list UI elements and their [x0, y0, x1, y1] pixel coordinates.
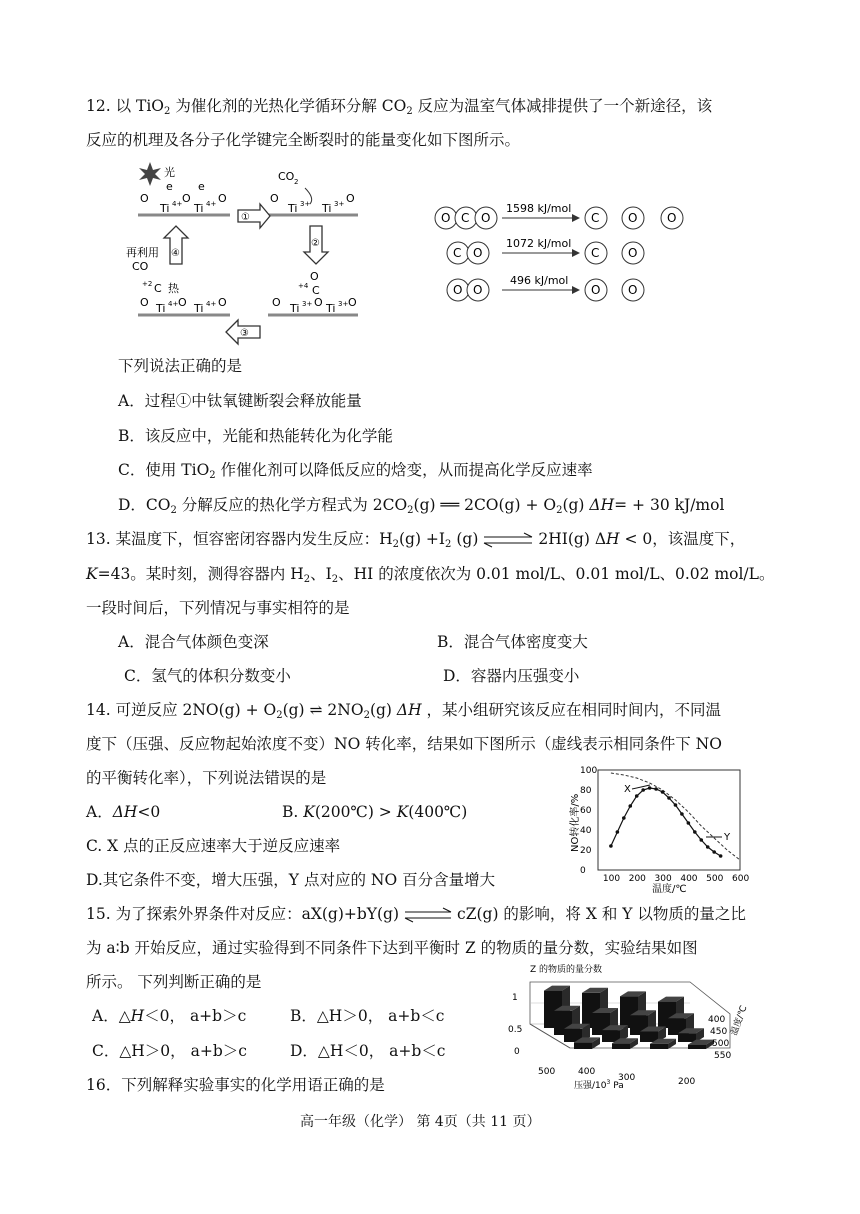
svg-text:O: O [473, 283, 483, 297]
svg-text:O: O [591, 283, 601, 297]
svg-text:e: e [198, 180, 205, 193]
svg-text:Ti: Ti [322, 202, 332, 215]
data-point [648, 786, 652, 790]
y-tick-label: 20 [580, 846, 592, 856]
q12-option-c: C．使用 TiO$_2$ 作催化剂可以降低反应的焓变，从而提高化学反应速率 [118, 461, 593, 481]
data-point [635, 794, 639, 798]
q15-option-c: C．△H＞0， a+b＞c [92, 1042, 247, 1060]
svg-text:O: O [453, 283, 463, 297]
svg-text:③: ③ [240, 328, 249, 339]
svg-text:C: C [154, 282, 162, 295]
svg-text:CO: CO [132, 260, 149, 273]
data-point [719, 854, 723, 858]
svg-text:4+: 4+ [206, 300, 217, 308]
x-tick-label: 400 [680, 874, 698, 884]
svg-text:300: 300 [618, 1073, 636, 1083]
svg-text:Ti: Ti [290, 302, 300, 315]
svg-text:496 kJ/mol: 496 kJ/mol [510, 274, 569, 287]
svg-text:500: 500 [712, 1039, 730, 1049]
y-tick-label: 40 [580, 826, 592, 836]
data-point [706, 845, 710, 849]
q12-line2: 反应的机理及各分子化学键完全断裂时的能量变化如下图所示。 [86, 131, 521, 149]
no-conversion-chart [560, 760, 760, 900]
svg-text:Ti: Ti [288, 202, 298, 215]
svg-text:4+: 4+ [168, 300, 179, 308]
svg-text:O: O [140, 296, 149, 309]
svg-text:O: O [310, 270, 319, 283]
y-tick-label: 100 [580, 766, 598, 776]
svg-text:O: O [272, 296, 281, 309]
q13-line2: K=43。某时刻，测得容器内 $H_2$、$I_2$、HI 的浓度依次为 0.01 mol/L、0.01 mol/L、0.02 mol/L。 [86, 565, 775, 585]
q12-line1: 12. 以 TiO$_2$ 为催化剂的光热化学循环分解 $CO_2$ 反应为温室气体减排提供了一个新途径，该 [86, 97, 713, 117]
svg-text:C: C [591, 211, 600, 225]
svg-text:+4: +4 [298, 282, 309, 290]
q12-option-a: A．过程①中钛氧键断裂会释放能量 [118, 392, 362, 410]
svg-text:3+: 3+ [338, 300, 349, 308]
q15-line3: 所示。 下列判断正确的是 [86, 973, 262, 991]
q16-line: 16．下列解释实验事实的化学用语正确的是 [86, 1076, 385, 1094]
svg-text:O: O [182, 192, 191, 205]
x-tick-label: 300 [654, 874, 672, 884]
data-point [693, 830, 697, 834]
svg-text:②: ② [311, 238, 320, 249]
q13-line3: 一段时间后，下列情况与事实相符的是 [86, 599, 350, 617]
svg-text:550: 550 [714, 1051, 732, 1061]
annotation-y: Y [724, 832, 731, 843]
svg-text:C: C [453, 246, 462, 260]
svg-text:+2: +2 [142, 280, 153, 288]
svg-text:Ti: Ti [194, 302, 204, 315]
q13-option-b: B．混合气体密度变大 [437, 633, 588, 651]
data-point [667, 796, 671, 800]
data-point [628, 804, 632, 808]
data-point [699, 838, 703, 842]
data-point [622, 816, 626, 820]
svg-text:O: O [270, 192, 279, 205]
svg-text:O: O [628, 211, 638, 225]
svg-text:Ti: Ti [194, 202, 204, 215]
q12-prompt: 下列说法正确的是 [118, 357, 243, 375]
light-star-icon [139, 162, 161, 186]
svg-text:4+: 4+ [172, 200, 183, 208]
y-tick-label: 60 [580, 806, 592, 816]
bond-row-co2 [435, 202, 683, 229]
svg-text:热: 热 [168, 282, 179, 295]
y-tick-label: 0 [580, 866, 586, 876]
svg-text:200: 200 [678, 1077, 696, 1087]
z-fraction-3d-bar-chart [500, 962, 750, 1092]
mechanism-cycle-diagram [110, 160, 400, 345]
svg-text:①: ① [241, 212, 250, 223]
svg-text:O: O [314, 296, 323, 309]
x-tick-label: 500 [706, 874, 724, 884]
q15-option-b: B．△H＞0， a+b＜c [290, 1007, 445, 1025]
z-chart-ylabel: 温度/℃ [729, 1004, 750, 1038]
bond-row-co [447, 237, 644, 264]
svg-text:O: O [628, 246, 638, 260]
q14-option-d: D.其它条件不变，增大压强，Y 点对应的 NO 百分含量增大 [86, 871, 496, 889]
svg-text:Ti: Ti [160, 202, 170, 215]
svg-text:2: 2 [294, 178, 299, 186]
x-tick-label: 200 [628, 874, 646, 884]
svg-text:O: O [441, 211, 451, 225]
svg-text:C: C [461, 211, 470, 225]
svg-text:O: O [481, 211, 491, 225]
svg-text:400: 400 [578, 1067, 596, 1077]
svg-text:450: 450 [710, 1027, 728, 1037]
svg-text:O: O [473, 246, 483, 260]
equilibrium-arrows-icon [478, 533, 538, 547]
svg-text:O: O [140, 192, 149, 205]
svg-text:400: 400 [708, 1015, 726, 1025]
z-chart-title: Z 的物质的量分数 [530, 965, 603, 975]
svg-text:O: O [218, 192, 227, 205]
q14-line3: 的平衡转化率），下列说法错误的是 [86, 769, 327, 787]
svg-text:光: 光 [164, 166, 175, 179]
svg-text:CO: CO [278, 170, 295, 183]
q13-line1: 13. 某温度下，恒容密闭容器内发生反应：$H_2(g) +I_2$ (g) 2HI(g) ΔH < 0，该温度下， [86, 530, 746, 550]
x-tick-label: 600 [732, 874, 750, 884]
data-point [674, 803, 678, 807]
svg-text:C: C [312, 284, 320, 297]
data-point [616, 830, 620, 834]
svg-text:C: C [591, 246, 600, 260]
z-chart-xlabel: 压强$/10^3$ Pa [574, 1079, 624, 1091]
svg-text:0.5: 0.5 [508, 1025, 523, 1035]
data-point [661, 790, 665, 794]
q12-option-d: D．$CO_2$ 分解反应的热化学方程式为 $2CO_2(g)$ ══ $2CO(g) + O_2(g) \Delta H= + 30$ kJ/mol [118, 496, 725, 516]
svg-text:0: 0 [514, 1047, 520, 1057]
svg-text:3+: 3+ [302, 300, 313, 308]
svg-text:1072 kJ/mol: 1072 kJ/mol [506, 237, 572, 250]
no-chart-xlabel: 温度/℃ [652, 884, 687, 895]
data-point [687, 821, 691, 825]
data-point [609, 844, 613, 848]
svg-text:O: O [348, 296, 357, 309]
q15-line1: 15. 为了探索外界条件对反应：aX(g)+bY(g) cZ(g) 的影响，将 X 和 Y 以物质的量之比 [86, 905, 746, 923]
q14-option-a: A．ΔH<0 [86, 803, 161, 821]
data-point [654, 787, 658, 791]
svg-text:O: O [628, 283, 638, 297]
svg-text:④: ④ [171, 248, 180, 259]
svg-text:O: O [218, 296, 227, 309]
q15-line2: 为 a∶b 开始反应，通过实验得到不同条件下达到平衡时 Z 的物质的量分数，实验结果如图 [86, 939, 698, 957]
svg-text:Ti: Ti [156, 302, 166, 315]
bond-row-o2 [447, 274, 644, 301]
svg-text:e: e [166, 180, 173, 193]
equilibrium-arrows-icon [399, 908, 457, 922]
q13-option-c: C．氢气的体积分数变小 [124, 667, 291, 685]
annotation-x: X [624, 784, 631, 795]
x-tick-label: 100 [602, 874, 621, 884]
svg-text:3+: 3+ [334, 200, 345, 208]
q14-line2: 度下（压强、反应物起始浓度不变）NO 转化率，结果如下图所示（虚线表示相同条件下 NO [86, 735, 722, 753]
data-point [712, 850, 716, 854]
bond-energy-diagram [430, 198, 700, 308]
svg-text:3+: 3+ [300, 200, 311, 208]
page-footer: 高一年级（化学） 第 4页（共 11 页） [300, 1114, 541, 1130]
svg-text:O: O [178, 296, 187, 309]
q15-option-a: A．△H＜0， a+b＞c [92, 1007, 247, 1025]
svg-text:O: O [667, 211, 677, 225]
q14-line1: 14. 可逆反应 $2NO(g) + O_2(g)$ ⇌ $2NO_2(g)$ ΔH ，某小组研究该反应在相同时间内，不同温 [86, 701, 722, 721]
q12-option-b: B．该反应中，光能和热能转化为化学能 [118, 427, 393, 445]
no-chart-ylabel: NO转化率/% [570, 793, 581, 852]
data-point [641, 788, 645, 792]
q13-option-d: D．容器内压强变小 [443, 667, 580, 685]
conversion-curve [611, 788, 721, 856]
q14-option-c: C. X 点的正反应速率大于逆反应速率 [86, 837, 341, 855]
q13-option-a: A．混合气体颜色变深 [118, 633, 269, 651]
svg-text:1598 kJ/mol: 1598 kJ/mol [506, 202, 572, 215]
svg-text:1: 1 [512, 993, 518, 1003]
svg-text:4+: 4+ [206, 200, 217, 208]
svg-text:Ti: Ti [326, 302, 336, 315]
q15-option-d: D．△H＜0， a+b＜c [290, 1042, 446, 1060]
svg-text:再利用: 再利用 [126, 246, 159, 259]
q14-option-b: B. K(200℃) > K(400℃) [282, 803, 468, 821]
data-point [680, 812, 684, 816]
svg-text:O: O [346, 192, 355, 205]
svg-text:500: 500 [538, 1067, 556, 1077]
y-tick-label: 80 [580, 786, 592, 796]
